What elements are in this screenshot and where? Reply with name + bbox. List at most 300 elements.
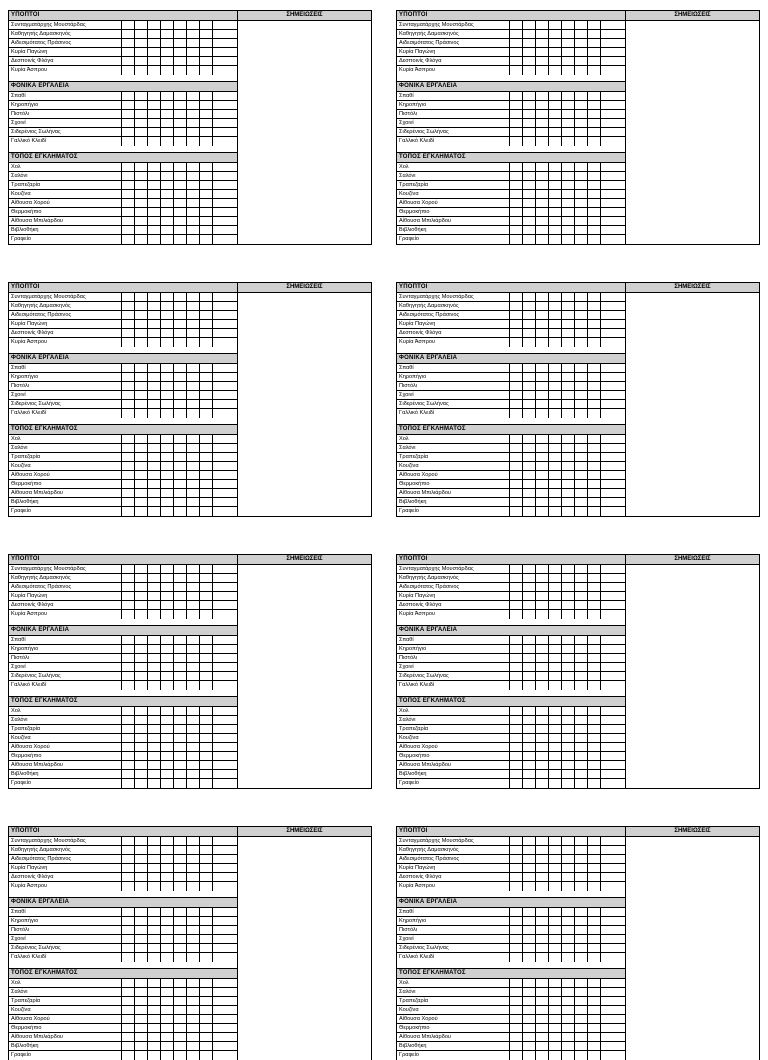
check-cell[interactable] [135,137,148,146]
check-cell[interactable] [562,988,575,996]
check-cell[interactable] [575,462,588,470]
check-cell[interactable] [148,636,161,644]
check-cell[interactable] [588,908,601,916]
check-cell[interactable] [523,926,536,934]
check-cell[interactable] [161,944,174,952]
check-cell[interactable] [148,21,161,29]
check-cell[interactable] [536,235,549,244]
check-cell[interactable] [161,734,174,742]
check-cell[interactable] [148,1006,161,1014]
check-cell[interactable] [588,391,601,399]
check-cell[interactable] [575,1033,588,1041]
check-cell[interactable] [122,770,135,778]
check-cell[interactable] [536,592,549,600]
check-cell[interactable] [575,864,588,872]
check-cell[interactable] [213,208,226,216]
check-cell[interactable] [200,988,213,996]
check-cell[interactable] [161,471,174,479]
check-cell[interactable] [161,1042,174,1050]
check-cell[interactable] [510,391,523,399]
check-cell[interactable] [523,128,536,136]
check-cell[interactable] [549,837,562,845]
check-cell[interactable] [161,320,174,328]
check-cell[interactable] [549,444,562,452]
check-cell[interactable] [174,1006,187,1014]
check-cell[interactable] [601,489,614,497]
check-cell[interactable] [523,471,536,479]
check-cell[interactable] [187,654,200,662]
check-cell[interactable] [174,235,187,244]
check-cell[interactable] [601,190,614,198]
check-cell[interactable] [148,672,161,680]
check-cell[interactable] [510,583,523,591]
check-cell[interactable] [187,917,200,925]
check-cell[interactable] [562,592,575,600]
check-cell[interactable] [161,864,174,872]
check-cell[interactable] [601,574,614,582]
check-cell[interactable] [135,846,148,854]
check-cell[interactable] [135,329,148,337]
check-cell[interactable] [523,57,536,65]
check-cell[interactable] [536,565,549,573]
check-cell[interactable] [122,101,135,109]
check-cell[interactable] [510,761,523,769]
check-cell[interactable] [187,137,200,146]
check-cell[interactable] [510,338,523,347]
check-cell[interactable] [549,21,562,29]
check-cell[interactable] [161,574,174,582]
check-cell[interactable] [122,663,135,671]
check-cell[interactable] [510,935,523,943]
check-cell[interactable] [135,110,148,118]
check-cell[interactable] [213,507,226,516]
check-cell[interactable] [510,743,523,751]
check-cell[interactable] [122,489,135,497]
check-cell[interactable] [549,320,562,328]
check-cell[interactable] [213,435,226,443]
check-cell[interactable] [588,208,601,216]
check-cell[interactable] [148,444,161,452]
check-cell[interactable] [510,663,523,671]
check-cell[interactable] [601,743,614,751]
check-cell[interactable] [148,779,161,788]
check-cell[interactable] [213,293,226,301]
check-cell[interactable] [562,409,575,418]
check-cell[interactable] [536,208,549,216]
check-cell[interactable] [601,338,614,347]
check-cell[interactable] [135,610,148,619]
check-cell[interactable] [588,1015,601,1023]
check-cell[interactable] [122,137,135,146]
check-cell[interactable] [135,716,148,724]
check-cell[interactable] [148,1042,161,1050]
check-cell[interactable] [174,663,187,671]
check-cell[interactable] [187,663,200,671]
check-cell[interactable] [135,681,148,690]
check-cell[interactable] [562,39,575,47]
check-cell[interactable] [135,217,148,225]
check-cell[interactable] [601,944,614,952]
check-cell[interactable] [510,846,523,854]
check-cell[interactable] [562,444,575,452]
check-cell[interactable] [135,988,148,996]
check-cell[interactable] [523,507,536,516]
check-cell[interactable] [575,583,588,591]
check-cell[interactable] [562,66,575,75]
check-cell[interactable] [174,979,187,987]
check-cell[interactable] [122,1051,135,1060]
check-cell[interactable] [200,137,213,146]
check-cell[interactable] [601,583,614,591]
check-cell[interactable] [549,953,562,962]
check-cell[interactable] [187,338,200,347]
check-cell[interactable] [562,734,575,742]
check-cell[interactable] [135,663,148,671]
check-cell[interactable] [148,302,161,310]
check-cell[interactable] [148,435,161,443]
check-cell[interactable] [562,663,575,671]
check-cell[interactable] [174,435,187,443]
check-cell[interactable] [135,1042,148,1050]
check-cell[interactable] [536,583,549,591]
check-cell[interactable] [122,409,135,418]
check-cell[interactable] [174,855,187,863]
check-cell[interactable] [122,400,135,408]
check-cell[interactable] [523,453,536,461]
check-cell[interactable] [148,846,161,854]
check-cell[interactable] [523,66,536,75]
check-cell[interactable] [588,779,601,788]
check-cell[interactable] [575,373,588,381]
check-cell[interactable] [575,471,588,479]
check-cell[interactable] [523,1042,536,1050]
check-cell[interactable] [148,583,161,591]
check-cell[interactable] [148,181,161,189]
check-cell[interactable] [148,48,161,56]
check-cell[interactable] [187,574,200,582]
check-cell[interactable] [601,320,614,328]
check-cell[interactable] [161,752,174,760]
check-cell[interactable] [523,181,536,189]
check-cell[interactable] [213,172,226,180]
check-cell[interactable] [588,672,601,680]
check-cell[interactable] [601,119,614,127]
check-cell[interactable] [510,181,523,189]
check-cell[interactable] [135,672,148,680]
check-cell[interactable] [562,293,575,301]
check-cell[interactable] [161,1006,174,1014]
check-cell[interactable] [536,908,549,916]
check-cell[interactable] [536,761,549,769]
check-cell[interactable] [213,953,226,962]
check-cell[interactable] [575,208,588,216]
check-cell[interactable] [523,855,536,863]
check-cell[interactable] [213,672,226,680]
check-cell[interactable] [122,610,135,619]
check-cell[interactable] [187,926,200,934]
check-cell[interactable] [549,761,562,769]
check-cell[interactable] [588,101,601,109]
check-cell[interactable] [148,453,161,461]
check-cell[interactable] [523,199,536,207]
check-cell[interactable] [562,770,575,778]
check-cell[interactable] [536,917,549,925]
check-cell[interactable] [174,391,187,399]
check-cell[interactable] [174,1015,187,1023]
check-cell[interactable] [510,988,523,996]
check-cell[interactable] [122,681,135,690]
check-cell[interactable] [213,329,226,337]
check-cell[interactable] [161,979,174,987]
check-cell[interactable] [588,338,601,347]
check-cell[interactable] [601,761,614,769]
check-cell[interactable] [575,57,588,65]
check-cell[interactable] [562,128,575,136]
check-cell[interactable] [122,743,135,751]
check-cell[interactable] [187,471,200,479]
check-cell[interactable] [510,137,523,146]
check-cell[interactable] [148,1015,161,1023]
check-cell[interactable] [122,329,135,337]
check-cell[interactable] [213,846,226,854]
check-cell[interactable] [575,489,588,497]
check-cell[interactable] [536,217,549,225]
check-cell[interactable] [536,409,549,418]
check-cell[interactable] [588,39,601,47]
check-cell[interactable] [200,672,213,680]
check-cell[interactable] [562,882,575,891]
check-cell[interactable] [148,882,161,891]
check-cell[interactable] [575,672,588,680]
check-cell[interactable] [601,837,614,845]
check-cell[interactable] [510,373,523,381]
check-cell[interactable] [200,498,213,506]
check-cell[interactable] [588,1042,601,1050]
check-cell[interactable] [213,128,226,136]
check-cell[interactable] [549,208,562,216]
check-cell[interactable] [161,761,174,769]
check-cell[interactable] [588,663,601,671]
check-cell[interactable] [575,1006,588,1014]
check-cell[interactable] [161,846,174,854]
check-cell[interactable] [588,329,601,337]
check-cell[interactable] [536,444,549,452]
check-cell[interactable] [523,743,536,751]
check-cell[interactable] [601,707,614,715]
check-cell[interactable] [510,716,523,724]
check-cell[interactable] [187,480,200,488]
check-cell[interactable] [174,48,187,56]
check-cell[interactable] [213,480,226,488]
check-cell[interactable] [523,752,536,760]
check-cell[interactable] [213,226,226,234]
check-cell[interactable] [601,435,614,443]
check-cell[interactable] [549,681,562,690]
check-cell[interactable] [523,935,536,943]
check-cell[interactable] [575,953,588,962]
check-cell[interactable] [187,409,200,418]
check-cell[interactable] [575,137,588,146]
check-cell[interactable] [200,583,213,591]
check-cell[interactable] [549,645,562,653]
check-cell[interactable] [510,208,523,216]
check-cell[interactable] [200,979,213,987]
check-cell[interactable] [562,489,575,497]
check-cell[interactable] [601,302,614,310]
check-cell[interactable] [510,601,523,609]
check-cell[interactable] [510,707,523,715]
check-cell[interactable] [562,373,575,381]
check-cell[interactable] [200,663,213,671]
check-cell[interactable] [588,944,601,952]
check-cell[interactable] [174,444,187,452]
check-cell[interactable] [148,101,161,109]
check-cell[interactable] [135,302,148,310]
check-cell[interactable] [213,1033,226,1041]
check-cell[interactable] [510,293,523,301]
check-cell[interactable] [122,1015,135,1023]
check-cell[interactable] [200,435,213,443]
check-cell[interactable] [549,988,562,996]
check-cell[interactable] [187,565,200,573]
check-cell[interactable] [122,574,135,582]
check-cell[interactable] [200,172,213,180]
check-cell[interactable] [562,672,575,680]
check-cell[interactable] [523,208,536,216]
check-cell[interactable] [575,743,588,751]
check-cell[interactable] [575,181,588,189]
check-cell[interactable] [174,226,187,234]
check-cell[interactable] [187,908,200,916]
check-cell[interactable] [575,391,588,399]
check-cell[interactable] [536,119,549,127]
check-cell[interactable] [135,761,148,769]
check-cell[interactable] [588,926,601,934]
check-cell[interactable] [174,311,187,319]
check-cell[interactable] [148,320,161,328]
check-cell[interactable] [213,716,226,724]
check-cell[interactable] [213,988,226,996]
check-cell[interactable] [200,190,213,198]
check-cell[interactable] [601,92,614,100]
check-cell[interactable] [148,681,161,690]
check-cell[interactable] [187,57,200,65]
check-cell[interactable] [200,935,213,943]
check-cell[interactable] [148,39,161,47]
check-cell[interactable] [588,846,601,854]
check-cell[interactable] [562,681,575,690]
check-cell[interactable] [549,226,562,234]
check-cell[interactable] [549,235,562,244]
check-cell[interactable] [122,302,135,310]
check-cell[interactable] [562,926,575,934]
check-cell[interactable] [187,311,200,319]
check-cell[interactable] [562,761,575,769]
check-cell[interactable] [575,293,588,301]
check-cell[interactable] [148,66,161,75]
check-cell[interactable] [588,302,601,310]
check-cell[interactable] [135,707,148,715]
check-cell[interactable] [575,409,588,418]
check-cell[interactable] [135,208,148,216]
check-cell[interactable] [174,163,187,171]
check-cell[interactable] [187,400,200,408]
check-cell[interactable] [135,409,148,418]
check-cell[interactable] [601,1006,614,1014]
check-cell[interactable] [510,734,523,742]
check-cell[interactable] [213,181,226,189]
check-cell[interactable] [588,462,601,470]
check-cell[interactable] [135,66,148,75]
check-cell[interactable] [523,400,536,408]
check-cell[interactable] [174,1033,187,1041]
check-cell[interactable] [549,373,562,381]
check-cell[interactable] [510,302,523,310]
check-cell[interactable] [536,391,549,399]
check-cell[interactable] [588,21,601,29]
check-cell[interactable] [213,574,226,582]
check-cell[interactable] [510,944,523,952]
check-cell[interactable] [213,663,226,671]
check-cell[interactable] [200,199,213,207]
check-cell[interactable] [575,574,588,582]
check-cell[interactable] [200,92,213,100]
check-cell[interactable] [187,734,200,742]
check-cell[interactable] [510,311,523,319]
check-cell[interactable] [122,873,135,881]
check-cell[interactable] [148,864,161,872]
check-cell[interactable] [510,128,523,136]
check-cell[interactable] [549,364,562,372]
check-cell[interactable] [213,935,226,943]
check-cell[interactable] [200,997,213,1005]
check-cell[interactable] [523,654,536,662]
check-cell[interactable] [562,837,575,845]
check-cell[interactable] [575,725,588,733]
check-cell[interactable] [122,953,135,962]
check-cell[interactable] [200,444,213,452]
check-cell[interactable] [174,601,187,609]
check-cell[interactable] [213,1006,226,1014]
check-cell[interactable] [601,480,614,488]
check-cell[interactable] [148,837,161,845]
check-cell[interactable] [601,601,614,609]
check-cell[interactable] [135,837,148,845]
check-cell[interactable] [161,953,174,962]
check-cell[interactable] [510,39,523,47]
check-cell[interactable] [523,435,536,443]
check-cell[interactable] [601,873,614,881]
check-cell[interactable] [601,1033,614,1041]
check-cell[interactable] [575,435,588,443]
check-cell[interactable] [148,471,161,479]
check-cell[interactable] [148,645,161,653]
check-cell[interactable] [122,181,135,189]
check-cell[interactable] [161,663,174,671]
check-cell[interactable] [562,462,575,470]
check-cell[interactable] [575,364,588,372]
check-cell[interactable] [148,199,161,207]
check-cell[interactable] [161,507,174,516]
check-cell[interactable] [601,654,614,662]
check-cell[interactable] [510,471,523,479]
check-cell[interactable] [562,779,575,788]
check-cell[interactable] [523,1051,536,1060]
check-cell[interactable] [200,654,213,662]
check-cell[interactable] [549,855,562,863]
check-cell[interactable] [510,444,523,452]
check-cell[interactable] [549,935,562,943]
